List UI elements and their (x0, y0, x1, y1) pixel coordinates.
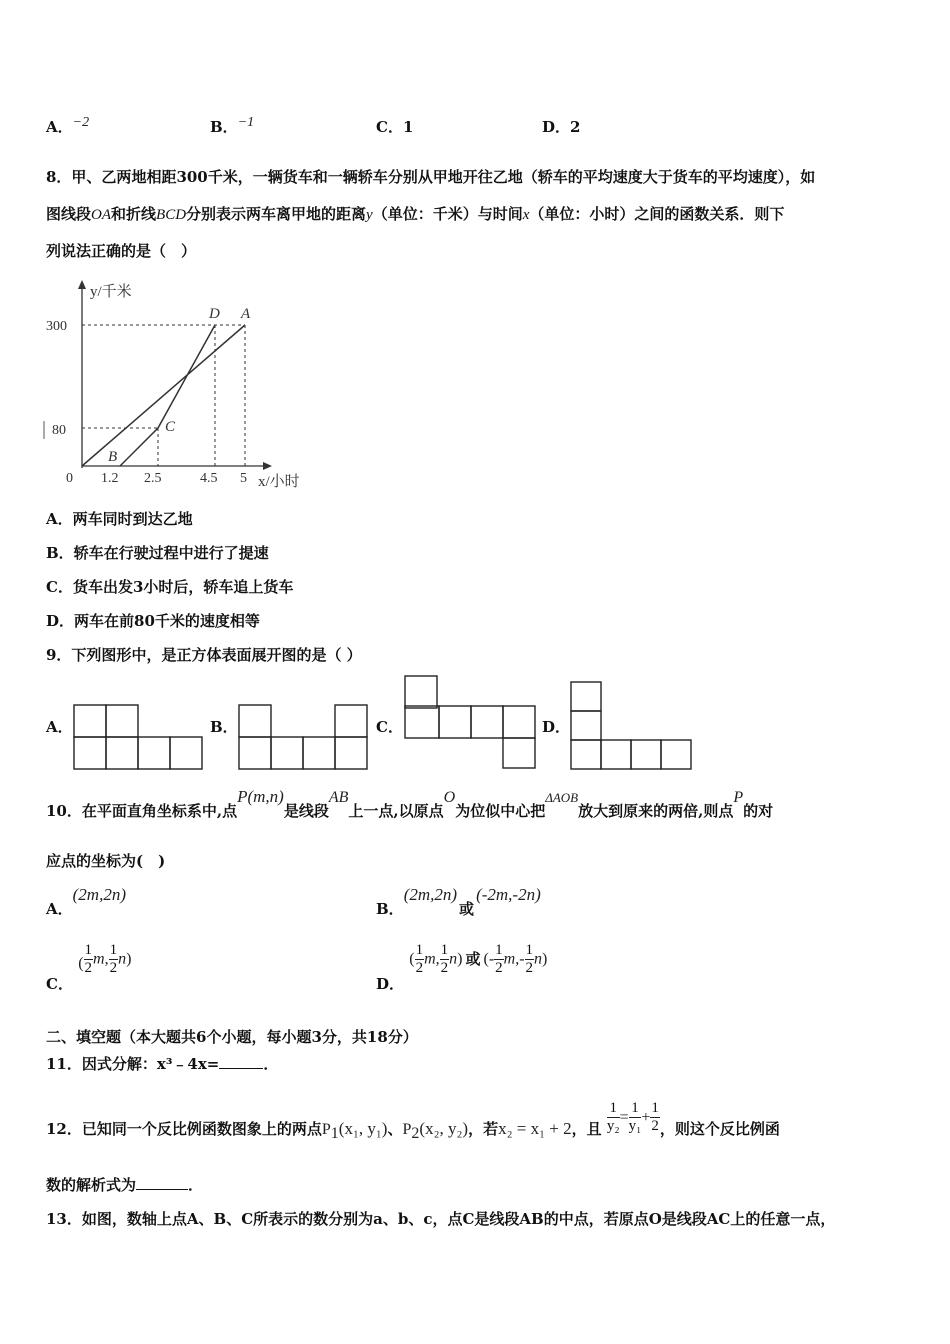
q8-distance-time-graph (40, 276, 320, 496)
y-tick-80: 80 (52, 423, 66, 438)
point-a-label: A (241, 306, 251, 322)
point-d-label: D (209, 306, 220, 322)
q9-net-c (403, 674, 543, 772)
q10-c-frac-m: $\frac{1}{2}$ (84, 942, 93, 976)
q10-stem-line1: 10．在平面直角坐标系中,点P(m,n)是线段AB上一点,以原点O为位似中心把ΔAOB放大到原来的两倍,则点P的对 (46, 787, 774, 820)
origin-label: 0 (66, 471, 73, 486)
point-b-label: B (108, 449, 118, 465)
q8-stem-line3: 列说法正确的是（ ） (46, 242, 197, 260)
x-axis-arrow-icon (263, 462, 272, 470)
q7-option-b-value: −1 (237, 115, 255, 130)
y-axis-label: y/千米 (90, 284, 132, 300)
q10-stem-line2: 应点的坐标为( ) (46, 852, 166, 870)
section-2-title: 二、填空题（本大题共6个小题，每小题3分，共18分） (46, 1028, 418, 1046)
x-tick-5: 5 (240, 471, 247, 486)
y-axis-arrow-icon (78, 280, 86, 289)
q9-net-b (237, 702, 371, 772)
segment-oa (82, 325, 245, 466)
q10-option-c: C． ( $\frac{1}{2}$ m, $\frac{1}{2}$ n) (46, 942, 132, 993)
x-tick-2-5: 2.5 (144, 471, 162, 486)
q12-line1: 12．已知同一个反比例函数图象上的两点$P_1(x_1$, y₁)、$P_2(x_2$, y₂)，若x₂ = x₁ + 2，且 $\frac{1}{\text{y₂}}$ = $\frac{1}{\text{y₁}}$ + $\frac{1}{2}$ ，则这个反比例函 (46, 1100, 780, 1142)
q7-option-b: B．−1 (210, 115, 255, 136)
q9-net-d (569, 680, 695, 772)
q7-option-a: A．−2 (46, 115, 90, 136)
point-c-label: C (165, 419, 176, 435)
polyline-bcd (120, 325, 215, 466)
q8-option-c: C．货车出发3小时后，轿车追上货车 (46, 578, 294, 596)
q7-option-c: C．1 (376, 118, 414, 136)
q9-option-a-label: A． (46, 718, 73, 736)
q11: 11．因式分解：x³﹣4x= ． (46, 1055, 279, 1073)
q13-stem: 13．如图，数轴上点A、B、C所表示的数分别为a、b、c，点C是线段AB的中点，若原点O是线段AC上的任意一点， (46, 1210, 836, 1228)
q8-option-a: A．两车同时到达乙地 (46, 510, 193, 528)
q12-answer-blank (136, 1175, 188, 1190)
q9-option-b-label: B． (210, 718, 238, 736)
q9-option-c-label: C． (376, 718, 403, 736)
q8-option-b: B．轿车在行驶过程中进行了提速 (46, 544, 269, 562)
q10-option-a: A．(2m,2n) (46, 885, 126, 918)
x-tick-1-2: 1.2 (101, 471, 119, 486)
q8-option-d: D．两车在前80千米的速度相等 (46, 612, 260, 630)
q8-stem-line1: 8．甲、乙两地相距300千米，一辆货车和一辆轿车分别从甲地开往乙地（轿车的平均速度大于货车的平均速度），如 (46, 168, 816, 186)
x-axis-label: x/小时 (258, 474, 300, 490)
y-tick-300: 300 (46, 319, 67, 334)
q7-option-a-value: −2 (72, 115, 90, 130)
q10-c-frac-n: $\frac{1}{2}$ (109, 942, 118, 976)
q9-stem: 9．下列图形中，是正方体表面展开图的是（ ） (46, 646, 362, 664)
q7-option-d: D．2 (542, 118, 581, 136)
q10-option-b: B．(2m,2n)或(-2m,-2n) (376, 885, 541, 918)
q10-option-d: D． ( $\frac{1}{2}$ m, $\frac{1}{2}$ n) 或 (- $\frac{1}{2}$ m,- $\frac{1}{2}$ n) (376, 942, 548, 993)
q9-net-a (72, 702, 206, 772)
q8-stem-line2: 图线段OA和折线BCD分别表示两车离甲地的距离y（单位：千米）与时间x（单位：小时）之间的函数关系．则下 (46, 205, 785, 223)
x-tick-4-5: 4.5 (200, 471, 218, 486)
q11-answer-blank (219, 1054, 263, 1069)
q12-line2: 数的解析式为 ． (46, 1176, 204, 1194)
q9-option-d-label: D． (542, 718, 571, 736)
